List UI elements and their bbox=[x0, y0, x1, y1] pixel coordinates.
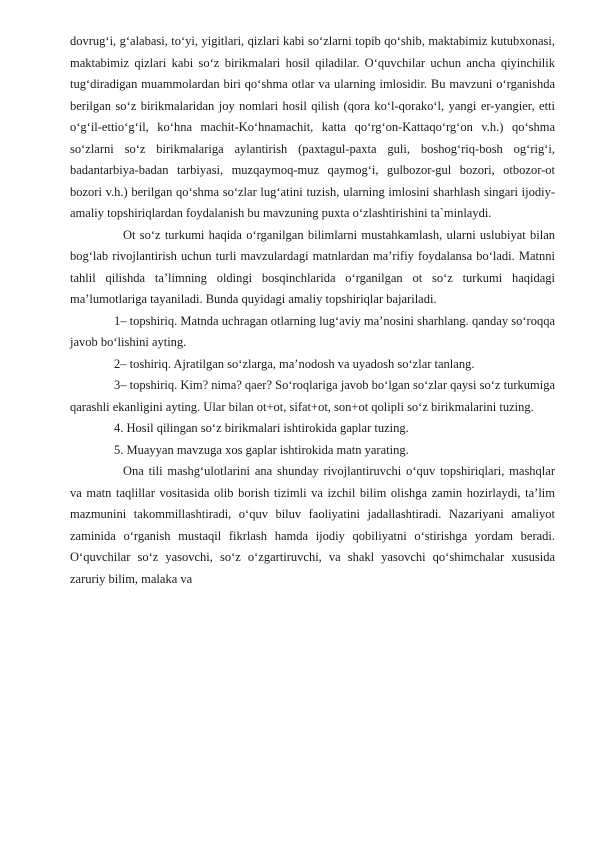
document-page bbox=[70, 31, 555, 590]
task-1: 1– topshiriq. Matnda uchragan otlarning lug‘aviy ma’nosini sharhlang. qanday so‘roqqa javob bo‘lishini ayting. bbox=[70, 313, 555, 349]
paragraph-conclusion: Ona tili mashg‘ulotlarini ana shunday rivojlantiruvchi o‘quv topshiriqlari, mashqlar va matn taqlillar vositasida olib borish tizimli va izchil bilim olishga zamin hozirlaydi, ta’lim mazmunini takommillashtiradi, o‘quv biluv faoliyatini jadallashtiradi. Nazariyani amaliyot zaminida o‘rganish mustaqil fikrlash hamda ijodiy qobiliyatni o‘stirishga yordam beradi. O‘quvchilar so‘z yasovchi, so‘z o‘zgartiruvchi, va shakl yasovchi qo‘shimchalar xususida zaruriy bilim, malaka va bbox=[70, 464, 555, 586]
task-2: 2– toshiriq. Ajratilgan so‘zlarga, ma’nodosh va uyadosh so‘zlar tanlang. bbox=[114, 356, 475, 371]
task-5: 5. Muayyan mavzuga xos gaplar ishtirokida matn yarating. bbox=[114, 442, 409, 457]
paragraph-noun-reinforcement: Ot so‘z turkumi haqida o‘rganilgan bilimlarni mustahkamlash, ularni uslubiyat bilan bog‘lab rivojlantirish uchun turli mavzulardagi matnlardan ma’rifiy foydalansa bo‘ladi. Matnni tahlil qilishda ta’limning oldingi bosqinchlarida o‘rganilgan ot so‘z turkumi haqidagi ma’lumotlariga tayaniladi. Bunda quyidagi amaliy topshiriqlar bajariladi. bbox=[70, 227, 555, 306]
task-4: 4. Hosil qilingan so‘z birikmalari ishtirokida gaplar tuzing. bbox=[114, 421, 409, 435]
task-3: 3– topshiriq. Kim? nima? qaer? So‘roqlariga javob bo‘lgan so‘zlar qaysi so‘z turkumiga qarashli ekanligini ayting. Ular bilan ot+ot, sifat+ot, son+ot qolipli so‘z birikmalarini tuzing. bbox=[70, 378, 555, 414]
paragraph-continuation: dovrug‘i, g‘alabasi, to‘yi, yigitlari, qizlari kabi so‘zlarni topib qo‘shib, maktabimiz kutubxonasi, maktabimiz qizlari kabi so‘z birikmalari hosil qiladilar. O‘quvchilar uchun ancha qiyinchilik tug‘diradigan muammolardan biri qo‘shma otlar va ularning imlosidir. Bu mavzuni o‘rganishda berilgan so‘z birikmalaridan joy nomlari hosil qilish (qora ko‘l-qorako‘l, yangi er-yangier, etti o‘g‘il-ettio‘g‘il, ko‘hna machit-Ko‘hnamachit, katta qo‘rg‘on-Kattaqo‘rg‘on v.h.) qo‘shma so‘zlarni so‘z birikmalariga aylantirish (paxtagul-paxta guli, boshog‘riq-bosh og‘rig‘i, badantarbiya-badan tarbiyasi, muzqaymoq-muz qaymog‘i, gulbozor-gul bozori, otbozor-ot bozori v.h.) berilgan qo‘shma so‘zlar lug‘atini tuzish, ularning imlosini sharhlash singari ijodiy-amaliy topshiriqlardan foydalanish bu mavzuning puxta o‘zlashtirishini ta`minlaydi. bbox=[70, 34, 555, 220]
